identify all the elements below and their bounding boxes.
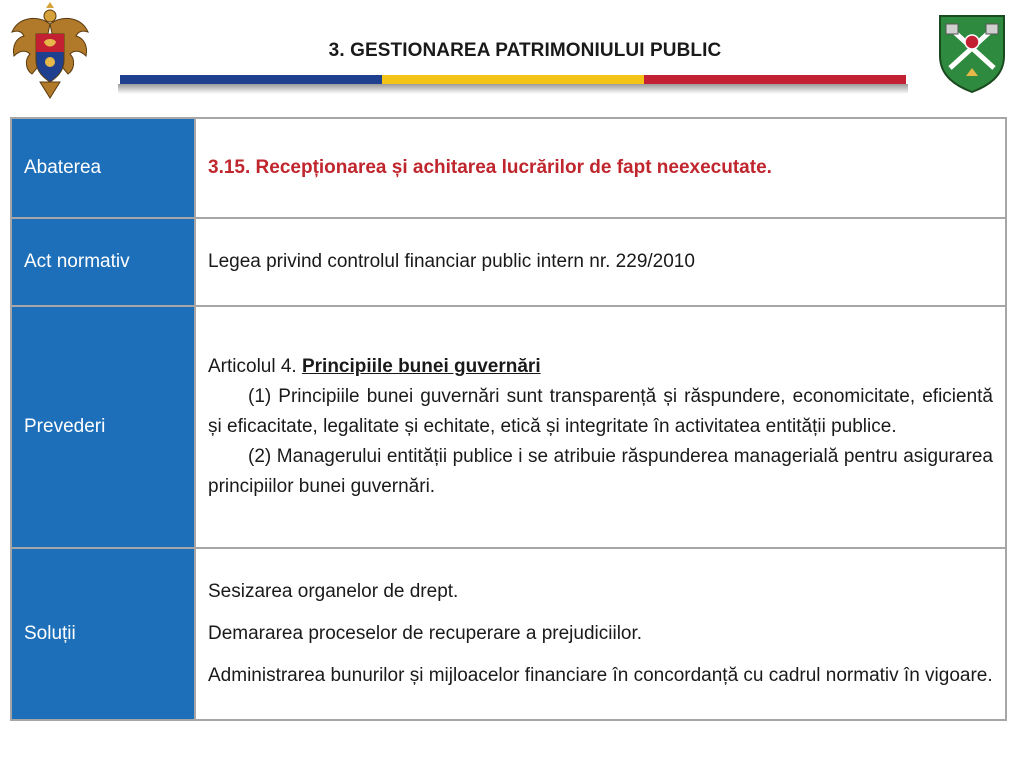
solution-item: Demararea proceselor de recuperare a prejudiciilor.: [208, 623, 643, 644]
slide-title: 3. GESTIONAREA PATRIMONIULUI PUBLIC: [328, 40, 722, 61]
normative-act-text: Legea privind controlul financiar public intern nr. 229/2010: [208, 251, 695, 272]
article-prefix: Articolul 4.: [208, 356, 302, 377]
stripe-shadow: [118, 84, 908, 94]
row-content-abaterea: [195, 118, 1006, 218]
institution-emblem-icon: [936, 12, 1008, 94]
stripe-blue: [120, 75, 382, 84]
article-paragraph-2: (2) Managerului entității publice i se atribuie răspunderea managerială pentru asigurarea principiilor bunei guvernări.: [208, 446, 993, 497]
row-content-solutii: [195, 548, 1006, 720]
article-title: Principiile bunei guvernări: [301, 356, 541, 377]
stripe-red: [644, 75, 906, 84]
slide-header: [0, 0, 1024, 110]
table-row: [11, 306, 1006, 548]
row-content-prevederi: [195, 306, 1006, 548]
row-label-solutii: Soluții: [11, 548, 195, 720]
table-row: [11, 118, 1006, 218]
row-content-act-normativ: [195, 218, 1006, 306]
row-label-abaterea: Abaterea: [11, 118, 195, 218]
tricolor-stripe: [120, 75, 906, 84]
table-row: [11, 548, 1006, 720]
article-heading: [208, 352, 993, 382]
solution-item: Administrarea bunurilor și mijloacelor financiare în concordanță cu cadrul normativ în vigoare.: [208, 665, 993, 686]
stripe-yellow: [382, 75, 644, 84]
table-row: [11, 218, 1006, 306]
row-label-act-normativ: Act normativ: [11, 218, 195, 306]
row-label-prevederi: Prevederi: [11, 306, 195, 548]
article-paragraph-1: (1) Principiile bunei guvernări sunt transparență și răspundere, economicitate, eficientă și eficacitate, legalitate și echitate, etică și integritate în activitatea entității publice.: [208, 386, 993, 437]
deviation-table: [10, 117, 1007, 721]
deviation-title: 3.15. Recepționarea și achitarea lucrărilor de fapt neexecutate.: [208, 157, 772, 178]
solution-item: Sesizarea organelor de drept.: [208, 581, 459, 602]
